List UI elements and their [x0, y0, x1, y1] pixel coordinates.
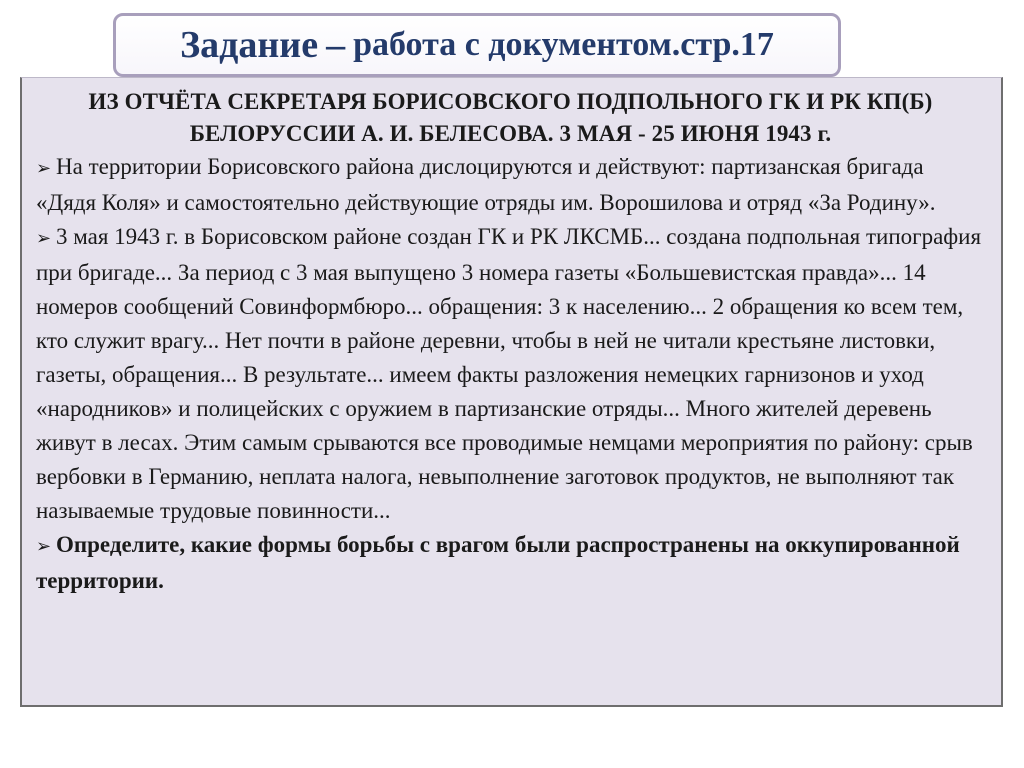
- page-title: Задание: [180, 24, 319, 66]
- task-question-text: Определите, какие формы борьбы с врагом были распространены на оккупированной территории.: [36, 532, 960, 593]
- arrow-bullet-icon: ➢: [36, 158, 52, 179]
- page-subtitle: работа с документом.стр.17: [353, 26, 774, 63]
- title-banner: [113, 13, 841, 77]
- paragraph-2: [36, 220, 985, 528]
- document-heading: ИЗ ОТЧЁТА СЕКРЕТАРЯ БОРИСОВСКОГО ПОДПОЛЬНОГО ГК И РК КП(Б) БЕЛОРУССИИ А. И. БЕЛЕСОВА. 3 МАЯ - 25 ИЮНЯ 1943 г.: [88, 89, 933, 146]
- task-question: [36, 528, 985, 598]
- document-excerpt: [20, 77, 1003, 707]
- arrow-bullet-icon: ➢: [36, 228, 52, 249]
- title-dash: –: [326, 24, 346, 66]
- paragraph-1: [36, 150, 985, 220]
- arrow-bullet-icon: ➢: [36, 536, 52, 557]
- paragraph-2-text: 3 мая 1943 г. в Борисовском районе создан ГК и РК ЛКСМБ... создана подпольная типография при бригаде... За период с 3 мая выпущено 3 номера газеты «Большевистская правда»... 14 номеров сообщений Совинформбюро... обращения: 3 к населению... 2 обращения ко всем тем, кто служит врагу... Нет почти в районе деревни, чтобы в ней не читали крестьяне листовки, газеты, обращения... В результате... имеем факты разложения немецких гарнизонов и уход «народников» и полицейских с оружием в партизанские отряды... Много жителей деревень живут в лесах. Этим самым срываются все проводимые немцами мероприятия по району: срыв вербовки в Германию, неплата налога, невыполнение заготовок продуктов, не выполняют так называемые трудовые повинности...: [36, 224, 982, 523]
- paragraph-1-text: На территории Борисовского района дислоцируются и действуют: партизанская бригада «Дядя Коля» и самостоятельно действующие отряды им. Ворошилова и отряд «За Родину».: [36, 154, 936, 215]
